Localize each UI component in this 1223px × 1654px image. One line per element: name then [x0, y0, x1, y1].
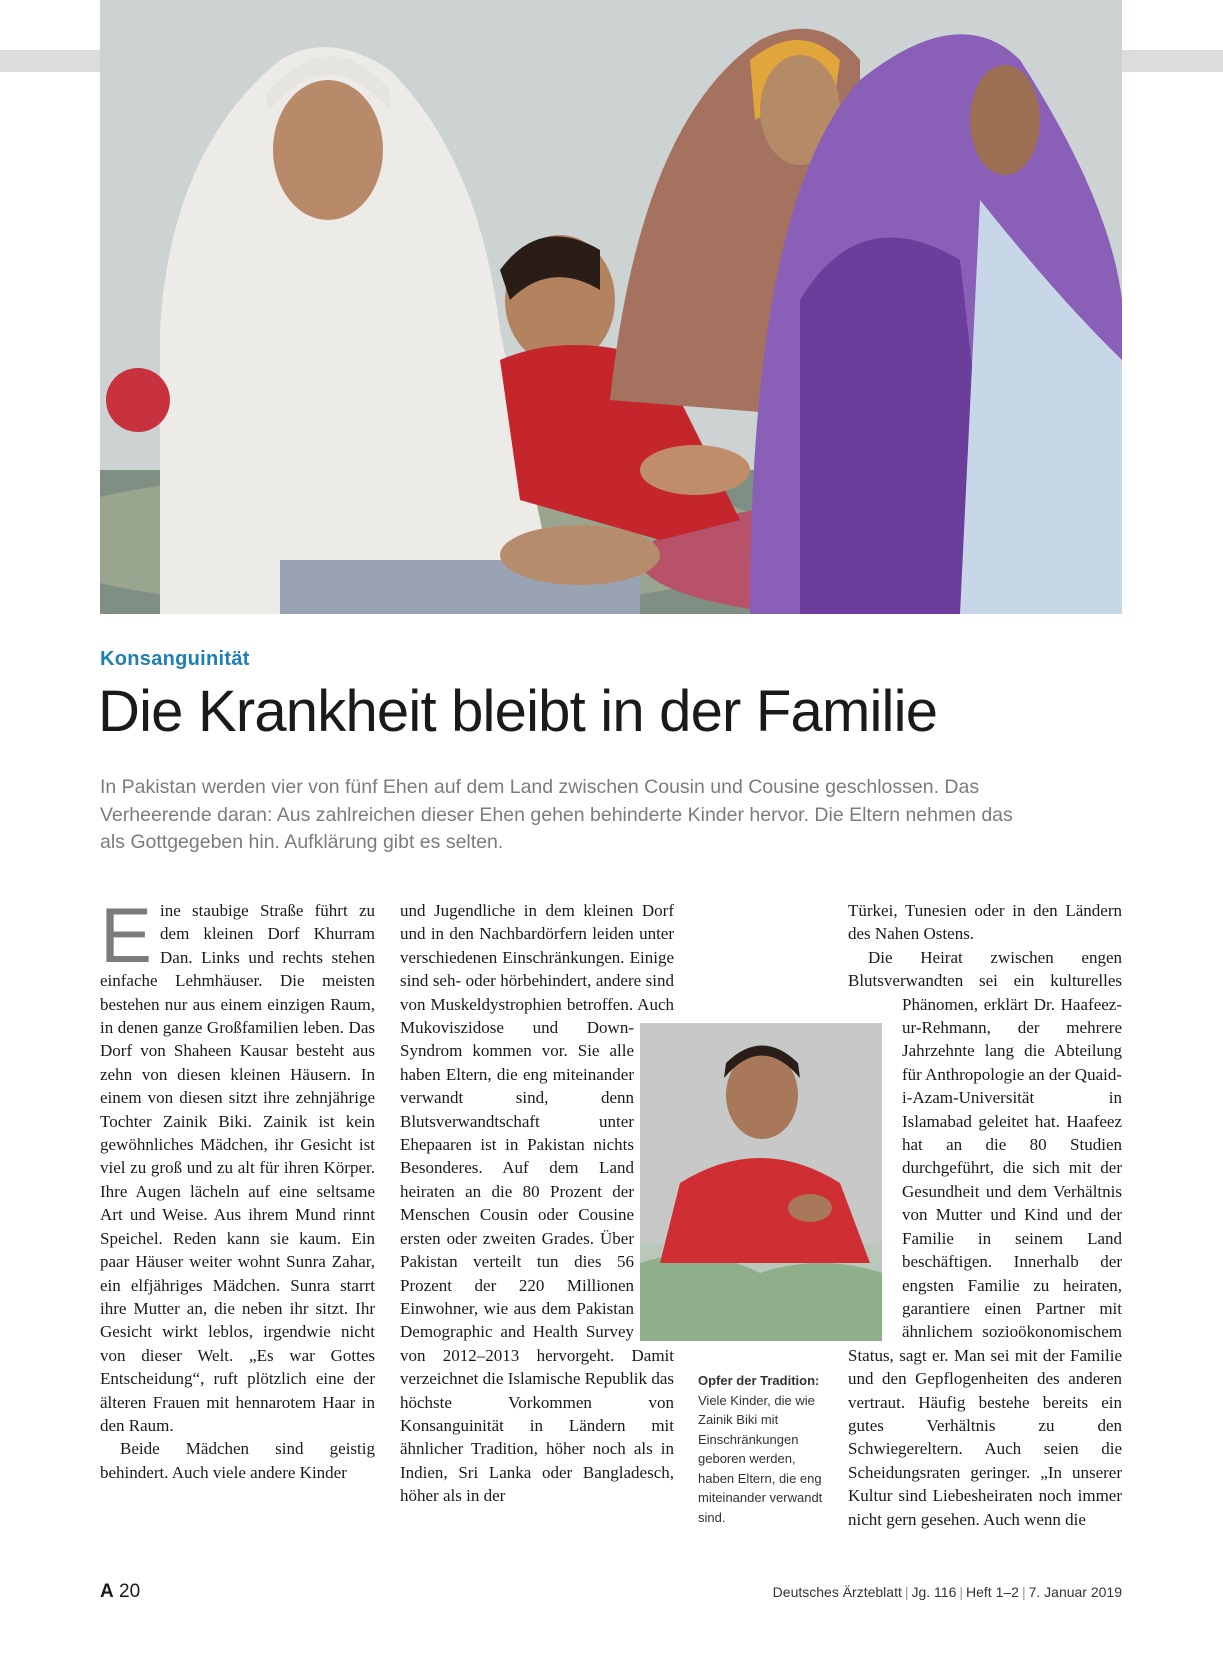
drop-cap: E [100, 891, 153, 979]
photo-caption [698, 1371, 824, 1527]
paragraph: und Jugendliche in dem kleinen Dorf und in den Nachbardörfern leiden unter verschiedenen Einschränkungen. Einige sind seh- oder hörbehindert, andere sind von Muskeldystrophien betroffen. Auch Mukoviszidose und Down-Syndrom kommen vor. Sie alle haben Eltern, die eng miteinander verwandt sind, denn Blutsverwandtschaft unter Ehepaaren ist in Pakistan nichts Besonderes. Auf dem Land heiraten an die 80 Prozent der Menschen Cousin oder Cousine ersten oder zweiten Grades. Über Pakistan verteilt tun dies 56 Prozent der 220 Millionen Einwohner, wie aus dem Pakistan Demographic and Health Survey von 2012–2013 hervorgeht. Damit verzeichnet die Islamische Republik das höchste Vorkommen von Konsanguinität in Ländern mit ähnlicher Tradition, höher noch als in Indien, Sri Lanka oder Bangladesch, höher als in der [400, 901, 674, 1506]
paragraph [100, 891, 375, 1437]
journal-issue: Heft 1–2 [966, 1584, 1019, 1600]
inset-photo [640, 1023, 882, 1341]
header-band-right [1122, 50, 1223, 72]
article-kicker: Konsanguinität [100, 648, 250, 670]
caption-title: Opfer der Tradition: [698, 1373, 820, 1388]
caption-text: Viele Kinder, die wie Zainik Biki mit Einschränkungen geboren werden, haben Eltern, die eng miteinander verwandt sind. [698, 1392, 823, 1525]
page-number [100, 1581, 140, 1603]
paragraph: Türkei, Tunesien oder in den Ländern des Nahen Ostens. [848, 901, 1122, 944]
journal-name: Deutsches Ärzteblatt [772, 1584, 902, 1600]
wrap-spacer [848, 993, 902, 1323]
article-headline: Die Krankheit bleibt in der Familie [98, 679, 938, 744]
journal-date: 7. Januar 2019 [1028, 1584, 1122, 1600]
journal-info: Deutsches Ärzteblatt | Jg. 116 | Heft 1–2 | 7. Januar 2019 [772, 1584, 1122, 1600]
hero-photo [100, 0, 1122, 614]
journal-volume: Jg. 116 [911, 1584, 957, 1600]
paragraph-text: ine staubige Straße führt zu dem kleinen Dorf Khurram Dan. Links und rechts stehen einfache Lehmhäuser. Die meisten bestehen nur aus einem einzigen Raum, in denen ganze Großfamilien leben. Das Dorf von Shaheen Kausar besteht aus zehn von diesen kleinen Häusern. In einem von diesen sitzt ihre zehnjährige Tochter Zainik Biki. Zainik ist kein gewöhnliches Mädchen, ihr Gesicht ist viel zu groß und zu alt für ihren Körper. Ihre Augen lächeln auf eine seltsame Art und Weise. Aus ihrem Mund rinnt Speichel. Reden kann sie kaum. Ein paar Häuser weiter wohnt Sunra Zahar, ein elfjähriges Mädchen. Sunra starrt ihre Mutter an, die neben ihr sitzt. Ihr Gesicht wirkt leblos, irgendwie nicht von dieser Welt. „Es war Gottes Entscheidung“, ruft plötzlich eine der älteren Frauen mit hennarotem Haar in den Raum. [100, 901, 375, 1435]
page-number-value: 20 [119, 1581, 141, 1602]
header-band-left [0, 50, 100, 72]
article-column-1 [100, 891, 375, 1484]
hero-photo-illustration [100, 0, 1122, 614]
paragraph: Beide Mädchen sind geistig behindert. Auch viele andere Kinder [100, 1439, 375, 1482]
paragraph: Die Heirat zwischen engen Blutsverwandten sei ein kulturelles Phänomen, erklärt Dr. Haafeez-ur-Rehmann, der mehrere Jahrzehnte lang die Abteilung für Anthropologie an der Quaid-i-Azam-Universität in Islamabad geleitet hat. Haafeez hat an die 80 Studien durchgeführt, die sich mit der Gesundheit und dem Verhältnis von Mutter und Kind und der Familie in seinem Land beschäftigen. Innerhalb der engsten Familie zu heiraten, garantiere einen Partner mit ähnlichem sozioökonomischem Status, sagt er. Man sei mit der Familie und den Gepflogenheiten des anderen vertraut. Häufig bestehe bereits ein gutes Verhältnis zu den Schwiegereltern. Auch seien die Scheidungsraten geringer. „In unserer Kultur sind Liebesheiraten noch immer nicht gern gesehen. Auch wenn die [848, 947, 1122, 1529]
article-lead: In Pakistan werden vier von fünf Ehen auf dem Land zwischen Cousin und Cousine geschlossen. Das Verheerende daran: Aus zahlreichen dieser Ehen gehen behinderte Kinder hervor. Die Eltern nehmen das als Gottgegeben hin. Aufklärung gibt es selten. [100, 776, 1013, 853]
article-column-3 [848, 899, 1122, 1531]
page-prefix: A [100, 1581, 114, 1602]
article-column-2 [400, 899, 674, 1508]
inset-photo-illustration [640, 1023, 882, 1341]
